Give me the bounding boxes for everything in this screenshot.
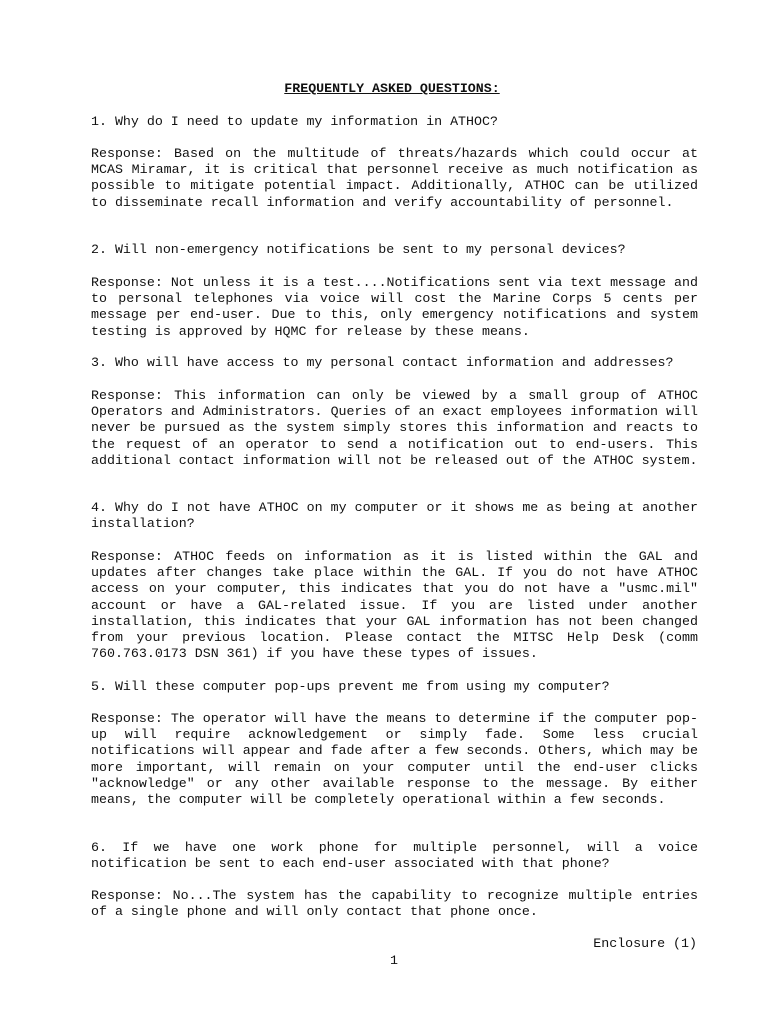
- question-5: 5. Will these computer pop-ups prevent me from using my computer?: [91, 679, 610, 694]
- response-2: Response: Not unless it is a test....Notifications sent via text message and to personal telephones via voice will cost the Marine Corps 5 cents per message per end-user. Due to this, only emergency notifications and system testing is approved by HQMC for release by these means.: [91, 275, 698, 339]
- question-1: 1. Why do I need to update my information in ATHOC?: [91, 114, 498, 129]
- response-3: Response: This information can only be viewed by a small group of ATHOC Operators and Administrators. Queries of an exact employees information will never be pursued as the system simply stores this information and reacts to the request of an operator to send a notification out to end-users. This additional contact information will not be released out of the ATHOC system.: [91, 388, 698, 468]
- question-2: 2. Will non-emergency notifications be sent to my personal devices?: [91, 242, 626, 257]
- question-4: 4. Why do I not have ATHOC on my computer or it shows me as being at another installation?: [91, 500, 698, 532]
- page-number: 1: [390, 953, 398, 968]
- question-6: 6. If we have one work phone for multiple personnel, will a voice notification be sent to each end-user associated with that phone?: [91, 840, 698, 872]
- response-1: Response: Based on the multitude of threats/hazards which could occur at MCAS Miramar, it is critical that personnel receive as much notification as possible to mitigate potential impact. Additionally, ATHOC can be utilized to disseminate recall information and verify accountability of personnel.: [91, 146, 698, 210]
- response-4: Response: ATHOC feeds on information as it is listed within the GAL and updates after changes take place within the GAL. If you do not have ATHOC access on your computer, this indicates that you do not have a "usmc.mil" account or have a GAL-related issue. If you are listed under another installation, this indicates that your GAL information has not been changed from your previous location. Please contact the MITSC Help Desk (comm 760.763.0173 DSN 361) if you have these types of issues.: [91, 549, 698, 662]
- question-3: 3. Who will have access to my personal contact information and addresses?: [91, 355, 674, 370]
- enclosure-label: Enclosure (1): [593, 936, 697, 951]
- page-title: FREQUENTLY ASKED QUESTIONS:: [284, 81, 500, 96]
- response-6: Response: No...The system has the capability to recognize multiple entries of a single phone and will only contact that phone once.: [91, 888, 698, 920]
- response-5: Response: The operator will have the means to determine if the computer pop-up will require acknowledgement or simply fade. Some less crucial notifications will appear and fade after a few seconds. Others, which may be more important, will remain on your computer until the end-user clicks "acknowledge" or any other available response to the message. By either means, the computer will be completely operational within a few seconds.: [91, 711, 698, 808]
